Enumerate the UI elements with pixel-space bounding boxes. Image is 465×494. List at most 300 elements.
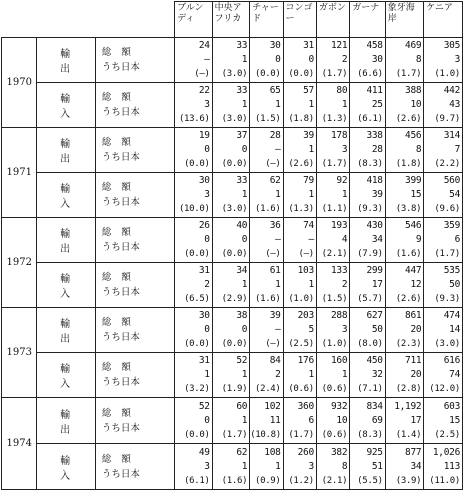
japan-share-value: (9.7) [434,114,460,124]
japan-share-value: (9.6) [434,204,460,214]
total-value: 30 [269,40,281,51]
japan-value: 1 [308,369,314,380]
japan-value: — [275,144,281,155]
total-label: 総額 [101,137,141,148]
japan-label: うち日本 [101,287,140,298]
value-cell [212,398,250,444]
total-value: 456 [405,130,422,141]
japan-value: 15 [410,189,422,200]
value-cell [283,398,316,444]
row-label-cell [95,308,174,353]
japan-value: 1 [308,279,314,290]
value-cell [350,444,385,490]
total-label: 総額 [101,407,141,419]
japan-value: 0 [241,144,248,155]
japan-value: 1 [341,369,348,380]
japan-share-value: (0.0) [184,159,210,169]
value-cell [212,128,250,173]
value-cell [424,353,463,398]
value-cell [283,173,316,218]
japan-value: 30 [371,54,383,65]
japan-share-value: (1.9) [221,384,248,394]
value-cell [316,444,349,490]
total-value: 108 [264,446,281,458]
japan-share-value: (3.0) [221,69,248,79]
japan-share-value: (0.0) [288,69,314,79]
value-cell [212,83,250,128]
japan-share-value: (6.1) [357,114,383,124]
value-cell [283,218,316,263]
total-value: 60 [236,400,248,412]
japan-share-value: (3.0) [221,114,248,124]
japan-share-value: (1.1) [321,204,348,214]
value-cell [283,38,316,83]
table-row [2,38,463,83]
japan-value: 0 [308,54,314,65]
value-cell [212,308,250,353]
japan-share-value: (0.9) [254,475,281,486]
value-cell [175,83,213,128]
total-value: 861 [405,310,422,321]
country-header: ガボン [316,2,349,38]
japan-share-value: (2.8) [395,384,422,394]
year-cell: 1971 [2,128,37,218]
total-value: 31 [198,355,210,366]
value-cell [350,263,385,308]
japan-share-value: (1.3) [288,204,314,214]
total-value: 418 [366,175,383,186]
japan-value: 8 [415,54,422,65]
japan-value: 0 [204,324,210,335]
total-value: 834 [366,400,383,412]
japan-share-value: (1.6) [254,204,281,214]
trade-table [1,1,463,490]
row-label-cell [95,128,174,173]
value-cell [424,173,463,218]
japan-value: 3 [204,99,210,110]
total-value: 38 [236,310,248,321]
country-header: ガーナ [350,2,385,38]
row-label-cell [95,38,174,83]
year-cell: 1970 [2,38,37,128]
japan-value: 1 [308,99,314,110]
value-cell [424,83,463,128]
country-header: 象牙海岸 [385,2,424,38]
japan-share-value: (9.3) [357,204,383,214]
total-value: 442 [443,85,460,96]
japan-value: 4 [341,234,348,245]
country-header: 中央アフリカ [212,2,250,38]
japan-value: 74 [449,369,460,380]
flow-cell: 輸出 [37,128,95,173]
total-value: 411 [366,85,383,96]
value-cell [316,398,349,444]
value-cell [385,398,424,444]
value-cell [385,128,424,173]
japan-share-value: (2.1) [321,475,348,486]
table-body [2,38,463,490]
value-cell [424,308,463,353]
japan-value: 2 [204,279,210,290]
japan-value: 10 [410,99,422,110]
value-cell [424,398,463,444]
value-cell [175,38,213,83]
value-cell [385,173,424,218]
total-value: 260 [297,446,314,458]
total-value: 535 [443,265,460,276]
total-value: 19 [198,130,210,141]
japan-value: 3 [454,54,460,65]
value-cell [212,353,250,398]
japan-label: うち日本 [101,107,140,118]
japan-share-value: (2.6) [395,294,422,304]
value-cell [175,263,213,308]
total-value: 52 [198,400,210,412]
total-value: 39 [303,130,314,141]
japan-value: — [204,54,210,65]
japan-share-value: (1.0) [321,339,348,349]
value-cell [250,398,283,444]
total-value: 62 [269,175,281,186]
flow-cell: 輸出 [37,218,95,263]
value-cell [250,444,283,490]
japan-share-value: (2.3) [395,339,422,349]
total-value: 62 [236,446,248,458]
japan-value: 1 [204,369,210,380]
japan-value: 1 [341,99,348,110]
value-cell [316,308,349,353]
japan-value: 6 [454,234,460,245]
japan-label: うち日本 [101,242,140,253]
header-blank-cell [2,2,175,38]
total-value: 546 [405,220,422,231]
japan-share-value: (—) [265,249,281,259]
value-cell [212,263,250,308]
year-cell: 1974 [2,398,37,490]
japan-value: 0 [204,414,210,426]
japan-value: 3 [308,460,314,472]
total-value: 31 [303,40,314,51]
japan-value: — [308,234,314,245]
year-cell: 1972 [2,218,37,308]
japan-label: うち日本 [101,377,140,388]
japan-value: 0 [204,234,210,245]
japan-value: 12 [410,279,422,290]
japan-share-value: (1.6) [221,475,248,486]
japan-share-value: (9.3) [434,294,460,304]
flow-cell: 輸入 [37,353,95,398]
japan-share-value: (1.7) [395,69,422,79]
japan-value: 3 [341,324,348,335]
value-cell [283,83,316,128]
value-cell [350,38,385,83]
total-value: 474 [443,310,460,321]
total-label: 総額 [101,92,141,103]
total-label: 総額 [101,453,141,465]
japan-share-value: (—) [265,159,281,169]
total-value: 627 [366,310,383,321]
total-value: 430 [366,220,383,231]
total-value: 80 [336,85,348,96]
japan-value: 1 [241,279,248,290]
value-cell [212,38,250,83]
japan-value: 1 [341,189,348,200]
country-header: コンゴー [283,2,316,38]
table-row [2,353,463,398]
japan-label: うち日本 [101,197,140,208]
japan-value: 20 [410,369,422,380]
row-label-cell [95,353,174,398]
value-cell [283,263,316,308]
japan-value: 1 [275,99,281,110]
total-value: 925 [366,446,383,458]
japan-share-value: (1.5) [321,294,348,304]
total-value: 877 [405,446,422,458]
value-cell [250,353,283,398]
japan-value: 50 [449,279,460,290]
total-value: 305 [443,40,460,51]
row-label-cell [95,83,174,128]
japan-share-value: (5.5) [357,475,383,486]
japan-share-value: (1.7) [434,249,460,259]
japan-value: 11 [269,414,281,426]
total-value: 37 [236,130,248,141]
japan-value: 2 [341,279,348,290]
total-value: 450 [366,355,383,366]
flow-cell: 輸出 [37,308,95,353]
japan-share-value: (2.1) [321,249,348,259]
table-row [2,218,463,263]
japan-value: 1 [275,189,281,200]
total-value: 84 [269,355,281,366]
value-cell [283,308,316,353]
japan-value: 3 [204,460,210,472]
table-row [2,444,463,490]
value-cell [175,444,213,490]
total-value: 616 [443,355,460,366]
japan-share-value: (2.6) [395,114,422,124]
japan-value: — [275,324,281,335]
japan-value: 5 [308,324,314,335]
total-value: 469 [405,40,422,51]
value-cell [175,353,213,398]
total-value: 34 [236,265,248,276]
flow-cell: 輸入 [37,263,95,308]
value-cell [385,308,424,353]
japan-value: 3 [341,144,348,155]
total-value: 79 [303,175,314,186]
japan-share-value: (3.8) [395,204,422,214]
japan-share-value: (0.0) [221,339,248,349]
total-value: 1,192 [394,400,422,412]
japan-value: 50 [371,324,383,335]
value-cell [350,308,385,353]
total-value: 711 [405,355,422,366]
japan-share-value: (7.9) [357,249,383,259]
japan-value: 1 [308,189,314,200]
value-cell [250,173,283,218]
value-cell [424,263,463,308]
total-value: 178 [331,130,348,141]
japan-share-value: (1.0) [288,294,314,304]
japan-share-value: (6.6) [357,69,383,79]
value-cell [212,218,250,263]
japan-value: 69 [371,414,383,426]
country-header: ケニア [424,2,463,38]
total-value: 57 [303,85,314,96]
japan-share-value: (12.0) [429,384,460,394]
japan-share-value: (2.6) [288,159,314,169]
total-value: 33 [236,40,248,51]
total-value: 338 [366,130,383,141]
value-cell [424,218,463,263]
value-cell [424,128,463,173]
total-value: 39 [269,310,281,321]
japan-value: 8 [415,144,422,155]
japan-value: 14 [449,324,460,335]
total-value: 360 [297,400,314,412]
total-value: 31 [198,265,210,276]
japan-value: 20 [410,324,422,335]
japan-value: 15 [449,414,460,426]
value-cell [350,83,385,128]
total-value: 314 [443,130,460,141]
japan-share-value: (1.8) [288,114,314,124]
total-value: 24 [198,40,210,51]
flow-cell: 輸出 [37,398,95,444]
total-value: 399 [405,175,422,186]
japan-share-value: (0.0) [184,249,210,259]
total-value: 103 [297,265,314,276]
total-value: 28 [269,130,281,141]
japan-share-value: (0.6) [321,429,348,440]
japan-share-value: (8.3) [357,429,383,440]
value-cell [316,263,349,308]
total-value: 193 [331,220,348,231]
japan-share-value: (8.3) [357,159,383,169]
value-cell [250,83,283,128]
japan-value: — [275,234,281,245]
value-cell [175,218,213,263]
japan-share-value: (0.6) [288,384,314,394]
total-value: 932 [331,400,348,412]
row-label-cell [95,263,174,308]
japan-share-value: (1.6) [254,294,281,304]
japan-share-value: (3.0) [221,204,248,214]
japan-share-value: (2.9) [221,294,248,304]
japan-share-value: (—) [298,249,314,259]
japan-value: 39 [371,189,383,200]
japan-share-value: (0.0) [184,429,210,440]
japan-share-value: (1.4) [395,429,422,440]
value-cell [250,308,283,353]
japan-label: うち日本 [101,468,140,480]
total-label: 総額 [101,272,141,283]
japan-value: 1 [241,369,248,380]
value-cell [350,173,385,218]
country-header: ブルンディ [175,2,213,38]
japan-value: 34 [371,234,383,245]
total-value: 52 [236,355,248,366]
total-value: 92 [336,175,348,186]
japan-share-value: (1.3) [321,114,348,124]
japan-value: 43 [449,99,460,110]
value-cell [316,218,349,263]
flow-cell: 輸入 [37,173,95,218]
japan-share-value: (6.5) [184,294,210,304]
value-cell [316,353,349,398]
japan-share-value: (13.6) [178,114,210,124]
japan-share-value: (1.8) [395,159,422,169]
japan-share-value: (8.0) [357,339,383,349]
total-value: 133 [331,265,348,276]
japan-label: うち日本 [101,332,140,343]
total-value: 26 [198,220,210,231]
value-cell [175,173,213,218]
flow-cell: 輸入 [37,444,95,490]
japan-share-value: (—) [265,339,281,349]
japan-share-value: (11.0) [429,475,460,486]
japan-value: 0 [275,54,281,65]
japan-share-value: (2.5) [434,429,460,440]
japan-value: 51 [371,460,383,472]
japan-share-value: (0.6) [321,384,348,394]
row-label-cell [95,218,174,263]
value-cell [212,173,250,218]
japan-share-value: (0.0) [184,339,210,349]
japan-value: 6 [308,414,314,426]
value-cell [316,173,349,218]
value-cell [385,218,424,263]
japan-value: 10 [336,414,348,426]
value-cell [350,353,385,398]
japan-share-value: (7.1) [357,384,383,394]
row-label-cell [95,398,174,444]
japan-value: 2 [275,369,281,380]
table-row [2,173,463,218]
total-value: 30 [198,310,210,321]
value-cell [385,353,424,398]
japan-value: 1 [308,144,314,155]
japan-share-value: (0.0) [254,69,281,79]
japan-share-value: (3.0) [434,339,460,349]
header-row [2,2,463,38]
total-value: 30 [198,175,210,186]
value-cell [283,444,316,490]
total-value: 176 [297,355,314,366]
total-value: 447 [405,265,422,276]
japan-share-value: (1.0) [434,69,460,79]
total-label: 総額 [101,182,141,193]
total-value: 33 [236,175,248,186]
total-value: 74 [303,220,314,231]
value-cell [250,263,283,308]
value-cell [212,444,250,490]
value-cell [250,218,283,263]
total-value: 458 [366,40,383,51]
total-label: 総額 [101,362,141,373]
total-value: 49 [198,446,210,458]
value-cell [250,128,283,173]
flow-cell: 輸入 [37,83,95,128]
total-value: 299 [366,265,383,276]
value-cell [350,398,385,444]
value-cell [316,83,349,128]
total-value: 160 [331,355,348,366]
japan-share-value: (6.1) [184,475,210,486]
japan-value: 1 [275,279,281,290]
japan-value: 0 [241,234,248,245]
